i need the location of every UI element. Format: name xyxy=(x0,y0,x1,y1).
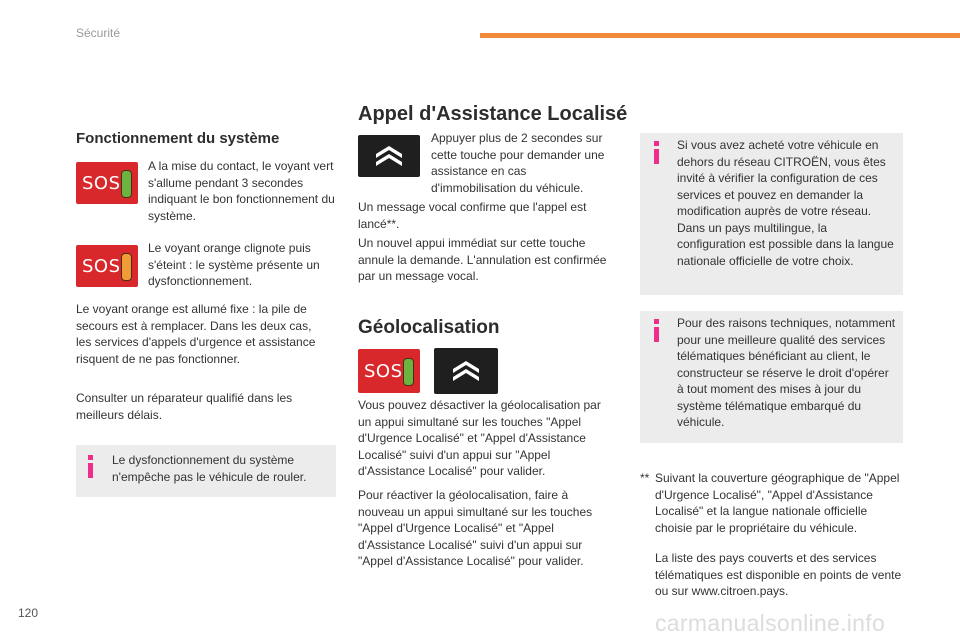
geolocation-reactivate-text: Pour réactiver la géolocalisation, faire à nouveau un appui simultané sur les touches "Appel d'Urgence Localisé" et "Appel d'Assistance Localisé" suivi d'un appui sur "Appel d'Assistance Localisé" pour valider. xyxy=(358,488,593,568)
sos-button xyxy=(358,349,420,393)
assistance-call-heading: Appel d'Assistance Localisé xyxy=(358,103,628,125)
malfunction-note-text: Le dysfonctionnement du système n'empêche pas le véhicule de rouler. xyxy=(112,453,307,484)
green-led-description: A la mise du contact, le voyant vert s'allume pendant 3 secondes indiquant le bon fonctionnement du système. xyxy=(148,159,335,223)
assistance-button xyxy=(358,135,420,177)
citroen-chevron-icon xyxy=(358,135,420,177)
info-icon xyxy=(88,455,96,478)
watermark: carmanualsonline.info xyxy=(655,610,886,636)
footnote-countries-text: La liste des pays couverts et des services télématiques est disponible en points de vente ou sur www.citroen.pays. xyxy=(655,551,902,598)
assistance-press-text: Appuyer plus de 2 secondes sur cette touche pour demander une assistance en cas d'immobilisation du véhicule. xyxy=(431,131,605,195)
green-led-icon xyxy=(403,358,414,386)
network-note-box xyxy=(640,133,903,295)
geolocation-deactivate-text: Vous pouvez désactiver la géolocalisation par un appui simultané sur les touches "Appel d'Urgence Localisé" et "Appel d'Assistance Localisé" suivi d'un appui sur "Appel d'Assistance Localisé" pour valider. xyxy=(358,398,601,478)
system-operation-heading: Fonctionnement du système xyxy=(76,130,280,147)
footnote-coverage-text: Suivant la couverture géographique de "Appel d'Urgence Localisé", "Appel d'Assistance Localisé" et la langue nationale officielle choisie par le propriétaire du véhicule. xyxy=(655,471,900,535)
battery-warning-text: Le voyant orange est allumé fixe : la pile de secours est à remplacer. Dans les deux cas, les services d'appels d'urgence et assistance risquent de ne pas fonctionner. xyxy=(76,302,316,366)
green-led-icon xyxy=(121,170,132,198)
assistance-button xyxy=(434,348,498,394)
citroen-chevron-icon xyxy=(434,348,498,394)
consult-repairer-text: Consulter un réparateur qualifié dans les meilleurs délais. xyxy=(76,391,293,422)
sos-label: SOS xyxy=(364,361,403,382)
malfunction-note-box xyxy=(76,445,336,497)
sos-label: SOS xyxy=(82,173,121,194)
geolocation-heading: Géolocalisation xyxy=(358,317,500,338)
sos-button-green xyxy=(76,162,138,204)
info-icon xyxy=(654,319,662,342)
info-icon xyxy=(654,141,662,164)
orange-led-description: Le voyant orange clignote puis s'éteint : le système présente un dysfonctionnement. xyxy=(148,241,320,288)
network-note-text: Si vous avez acheté votre véhicule en dehors du réseau CITROËN, vous êtes invité à vérifier la configuration de ces services et pouvez en demander la modification auprès de votre réseau. Dans un pays multilingue, la configuration est possible dans la langue nationale officielle de votre choix. xyxy=(677,138,894,268)
technical-note-box xyxy=(640,311,903,443)
voice-confirm-text: Un message vocal confirme que l'appel est lancé**. xyxy=(358,200,587,231)
cancel-request-text: Un nouvel appui immédiat sur cette touche annule la demande. L'annulation est confirmée par un message vocal. xyxy=(358,236,607,283)
technical-note-text: Pour des raisons techniques, notamment pour une meilleure qualité des services télématiques bénéficiant au client, le constructeur se réserve le droit d'opérer à tout moment des mises à jour du système télématique embarqué du véhicule. xyxy=(677,316,896,429)
footnote-marker: ** xyxy=(640,471,650,485)
page-number: 120 xyxy=(18,606,39,620)
orange-led-icon xyxy=(121,253,132,281)
header-accent-bar xyxy=(480,33,960,38)
sos-button-orange xyxy=(76,245,138,287)
sos-label: SOS xyxy=(82,256,121,277)
section-title: Sécurité xyxy=(76,26,121,40)
